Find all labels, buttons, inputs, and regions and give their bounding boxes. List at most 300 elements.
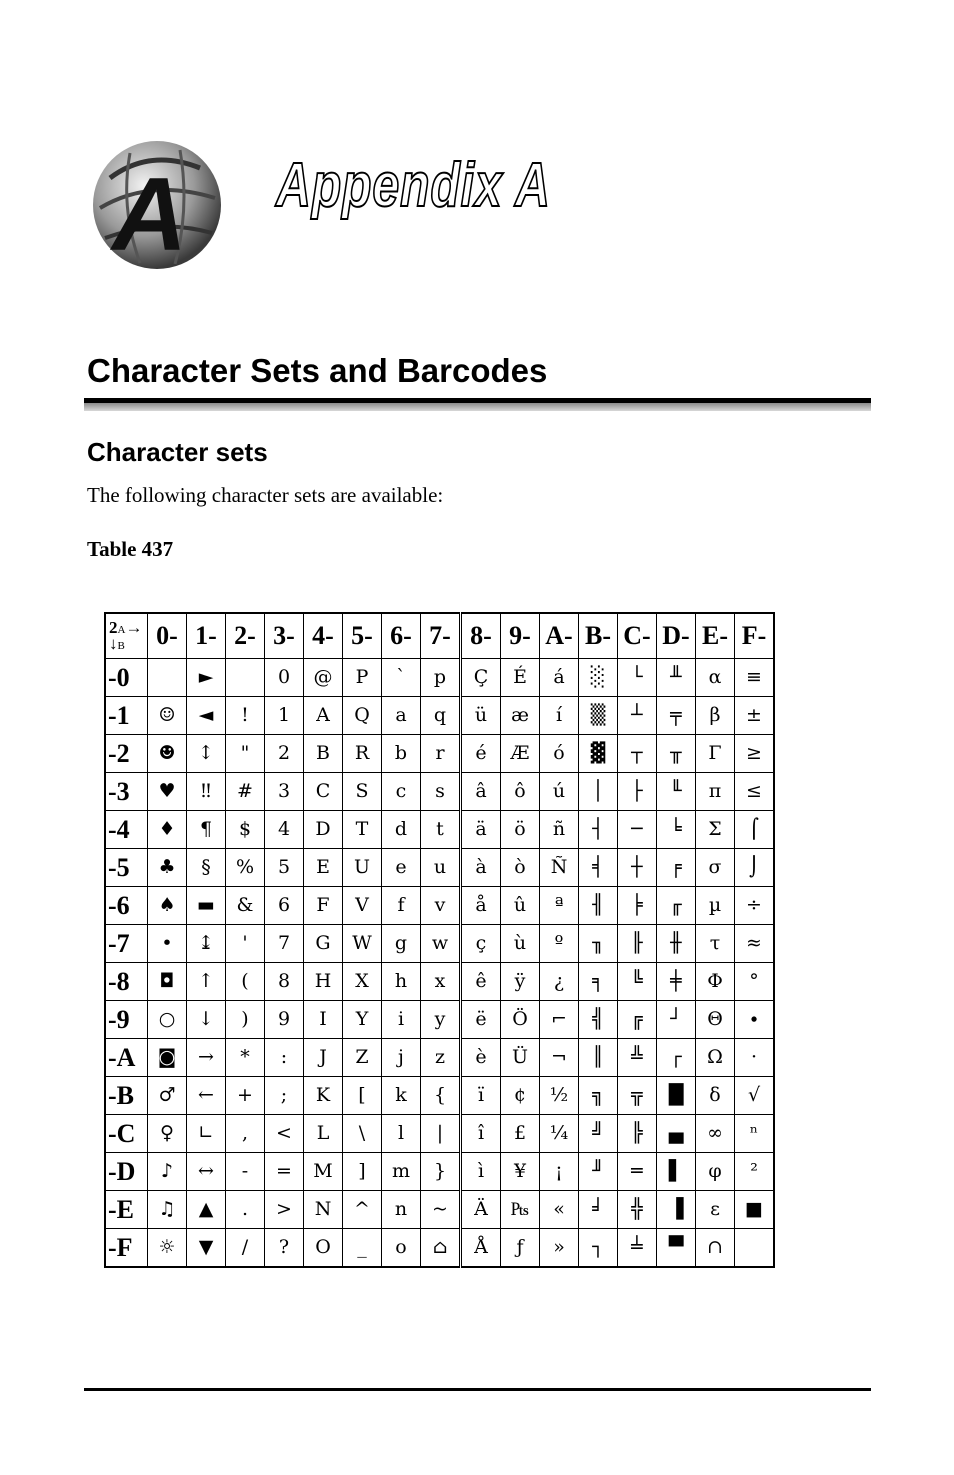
character-cell: M xyxy=(304,1153,343,1191)
appendix-title: Appendix A xyxy=(276,151,551,220)
character-cell: ± xyxy=(735,697,775,735)
row-header: -1 xyxy=(105,697,148,735)
column-header: 8- xyxy=(461,613,501,659)
character-cell: ╞ xyxy=(618,887,657,925)
character-cell: æ xyxy=(501,697,540,735)
character-cell xyxy=(226,659,265,697)
character-cell: a xyxy=(382,697,421,735)
character-cell: ⌐ xyxy=(540,1001,579,1039)
row-header: -9 xyxy=(105,1001,148,1039)
character-cell: ○ xyxy=(148,1001,187,1039)
character-cell: Θ xyxy=(696,1001,735,1039)
character-cell: ▲ xyxy=(187,1191,226,1229)
character-cell: ∟ xyxy=(187,1115,226,1153)
character-cell: ╨ xyxy=(657,659,696,697)
character-cell: ☼ xyxy=(148,1229,187,1268)
character-cell: ⌠ xyxy=(735,811,775,849)
character-cell: ▐ xyxy=(657,1191,696,1229)
character-cell: ╧ xyxy=(618,1229,657,1268)
character-cell: 1 xyxy=(265,697,304,735)
character-cell: │ xyxy=(579,773,618,811)
character-cell: ê xyxy=(461,963,501,1001)
character-cell: ╣ xyxy=(579,1001,618,1039)
table-header-row xyxy=(105,613,774,659)
character-cell: ó xyxy=(540,735,579,773)
character-cell: ^ xyxy=(343,1191,382,1229)
character-cell: ] xyxy=(343,1153,382,1191)
section-title: Character Sets and Barcodes xyxy=(87,352,548,389)
character-cell: ╝ xyxy=(579,1115,618,1153)
character-cell: X xyxy=(343,963,382,1001)
column-header: B- xyxy=(579,613,618,659)
character-cell: ╖ xyxy=(579,925,618,963)
character-cell: ╒ xyxy=(657,849,696,887)
character-cell: - xyxy=(226,1153,265,1191)
character-cell: ╟ xyxy=(618,925,657,963)
character-cell: F xyxy=(304,887,343,925)
character-cell: C xyxy=(304,773,343,811)
character-cell: H xyxy=(304,963,343,1001)
character-cell: ² xyxy=(735,1153,775,1191)
character-cell: ╤ xyxy=(657,697,696,735)
character-cell: ░ xyxy=(579,659,618,697)
character-set-table xyxy=(104,612,775,1268)
character-cell: ╜ xyxy=(579,1153,618,1191)
character-cell: ┼ xyxy=(618,849,657,887)
title-rule-shadow xyxy=(84,403,871,411)
character-cell: ì xyxy=(461,1153,501,1191)
character-cell: V xyxy=(343,887,382,925)
character-cell xyxy=(148,659,187,697)
character-cell: ╘ xyxy=(657,811,696,849)
character-cell: , xyxy=(226,1115,265,1153)
character-cell: N xyxy=(304,1191,343,1229)
character-cell: G xyxy=(304,925,343,963)
character-cell: Å xyxy=(461,1229,501,1268)
row-header: -3 xyxy=(105,773,148,811)
character-cell: ╪ xyxy=(657,963,696,1001)
character-cell: 7 xyxy=(265,925,304,963)
table-row xyxy=(105,1001,774,1039)
character-cell: j xyxy=(382,1039,421,1077)
character-cell: ∩ xyxy=(696,1229,735,1268)
character-cell: └ xyxy=(618,659,657,697)
character-cell: Ä xyxy=(461,1191,501,1229)
character-cell: 3 xyxy=(265,773,304,811)
character-cell: Q xyxy=(343,697,382,735)
character-cell: g xyxy=(382,925,421,963)
character-cell: ╓ xyxy=(657,887,696,925)
character-cell: ; xyxy=(265,1077,304,1115)
character-cell: ↓ xyxy=(187,1001,226,1039)
character-cell: ª xyxy=(540,887,579,925)
character-cell: # xyxy=(226,773,265,811)
character-cell: E xyxy=(304,849,343,887)
table-row xyxy=(105,963,774,1001)
character-cell: ≡ xyxy=(735,659,775,697)
character-cell: p xyxy=(421,659,461,697)
character-cell: ▒ xyxy=(579,697,618,735)
table-row xyxy=(105,735,774,773)
footer-rule xyxy=(84,1388,871,1391)
character-cell: 6 xyxy=(265,887,304,925)
character-cell: → xyxy=(187,1039,226,1077)
character-cell: ' xyxy=(226,925,265,963)
character-cell: ← xyxy=(187,1077,226,1115)
character-cell: ╗ xyxy=(579,1077,618,1115)
character-cell: ‼ xyxy=(187,773,226,811)
character-cell: ñ xyxy=(540,811,579,849)
character-cell: ₧ xyxy=(501,1191,540,1229)
character-cell: h xyxy=(382,963,421,1001)
column-header: 1- xyxy=(187,613,226,659)
character-cell: i xyxy=(382,1001,421,1039)
column-header: 9- xyxy=(501,613,540,659)
character-cell: § xyxy=(187,849,226,887)
character-cell: < xyxy=(265,1115,304,1153)
row-header: -B xyxy=(105,1077,148,1115)
character-cell: ∞ xyxy=(696,1115,735,1153)
character-cell: ↑ xyxy=(187,963,226,1001)
character-cell: α xyxy=(696,659,735,697)
character-cell: Ü xyxy=(501,1039,540,1077)
row-header: -E xyxy=(105,1191,148,1229)
character-cell: R xyxy=(343,735,382,773)
character-cell: D xyxy=(304,811,343,849)
character-cell: _ xyxy=(343,1229,382,1268)
character-cell: f xyxy=(382,887,421,925)
character-cell: ? xyxy=(265,1229,304,1268)
character-cell: ï xyxy=(461,1077,501,1115)
table-row xyxy=(105,697,774,735)
column-header: F- xyxy=(735,613,775,659)
character-cell: ≤ xyxy=(735,773,775,811)
character-cell: t xyxy=(421,811,461,849)
character-cell: ╛ xyxy=(579,1191,618,1229)
character-cell: ¶ xyxy=(187,811,226,849)
character-cell: ┌ xyxy=(657,1039,696,1077)
character-cell: J xyxy=(304,1039,343,1077)
character-cell: ▄ xyxy=(657,1115,696,1153)
character-cell: ¼ xyxy=(540,1115,579,1153)
character-cell: π xyxy=(696,773,735,811)
character-cell: î xyxy=(461,1115,501,1153)
character-cell: d xyxy=(382,811,421,849)
character-cell: ◘ xyxy=(148,963,187,1001)
character-cell: o xyxy=(382,1229,421,1268)
character-cell: B xyxy=(304,735,343,773)
character-cell: ▬ xyxy=(187,887,226,925)
table-row xyxy=(105,659,774,697)
character-cell: ║ xyxy=(579,1039,618,1077)
character-cell: ) xyxy=(226,1001,265,1039)
character-cell: û xyxy=(501,887,540,925)
character-cell: ╩ xyxy=(618,1039,657,1077)
character-cell: x xyxy=(421,963,461,1001)
logo-letter: A xyxy=(112,157,188,272)
character-cell: b xyxy=(382,735,421,773)
column-header: 3- xyxy=(265,613,304,659)
character-cell: ö xyxy=(501,811,540,849)
table-row xyxy=(105,811,774,849)
character-cell: K xyxy=(304,1077,343,1115)
character-cell: ä xyxy=(461,811,501,849)
row-header: -6 xyxy=(105,887,148,925)
character-cell: \ xyxy=(343,1115,382,1153)
character-cell: ♦ xyxy=(148,811,187,849)
character-cell: ¬ xyxy=(540,1039,579,1077)
character-cell: φ xyxy=(696,1153,735,1191)
table-label: Table 437 xyxy=(87,537,174,561)
character-cell: k xyxy=(382,1077,421,1115)
character-cell: ▼ xyxy=(187,1229,226,1268)
character-cell: + xyxy=(226,1077,265,1115)
character-cell: ╠ xyxy=(618,1115,657,1153)
table-row xyxy=(105,1191,774,1229)
character-cell: δ xyxy=(696,1077,735,1115)
subsection-title: Character sets xyxy=(87,437,268,467)
character-cell: Φ xyxy=(696,963,735,1001)
table-corner-cell: 2A→ ↓B xyxy=(105,613,148,659)
column-header: 7- xyxy=(421,613,461,659)
character-cell: ▀ xyxy=(657,1229,696,1268)
character-cell: ┘ xyxy=(657,1001,696,1039)
column-header: C- xyxy=(618,613,657,659)
character-cell: O xyxy=(304,1229,343,1268)
character-cell: q xyxy=(421,697,461,735)
character-cell: U xyxy=(343,849,382,887)
appendix-logo-globe xyxy=(90,138,224,272)
column-header: 0- xyxy=(148,613,187,659)
character-cell: · xyxy=(735,1039,775,1077)
character-cell: ¿ xyxy=(540,963,579,1001)
character-cell: z xyxy=(421,1039,461,1077)
character-cell: » xyxy=(540,1229,579,1268)
character-cell xyxy=(735,1229,775,1268)
character-cell: ▓ xyxy=(579,735,618,773)
character-cell: â xyxy=(461,773,501,811)
character-cell: ⁿ xyxy=(735,1115,775,1153)
character-cell: = xyxy=(265,1153,304,1191)
character-cell: ü xyxy=(461,697,501,735)
character-cell: • xyxy=(148,925,187,963)
table-row xyxy=(105,925,774,963)
character-cell: í xyxy=(540,697,579,735)
character-cell: Ñ xyxy=(540,849,579,887)
character-cell: Z xyxy=(343,1039,382,1077)
character-cell: r xyxy=(421,735,461,773)
table-row xyxy=(105,1153,774,1191)
character-cell: Ç xyxy=(461,659,501,697)
character-cell: β xyxy=(696,697,735,735)
character-cell: ½ xyxy=(540,1077,579,1115)
character-cell: P xyxy=(343,659,382,697)
character-cell: º xyxy=(540,925,579,963)
row-header: -D xyxy=(105,1153,148,1191)
character-cell: $ xyxy=(226,811,265,849)
row-header: -4 xyxy=(105,811,148,849)
character-cell: Σ xyxy=(696,811,735,849)
character-cell: e xyxy=(382,849,421,887)
character-cell: Æ xyxy=(501,735,540,773)
character-cell: è xyxy=(461,1039,501,1077)
character-cell: ⌡ xyxy=(735,849,775,887)
column-header: 2- xyxy=(226,613,265,659)
character-cell: ╡ xyxy=(579,849,618,887)
character-cell: : xyxy=(265,1039,304,1077)
character-cell: ~ xyxy=(421,1191,461,1229)
character-cell: ù xyxy=(501,925,540,963)
character-cell: ë xyxy=(461,1001,501,1039)
row-header: -7 xyxy=(105,925,148,963)
character-cell: ♂ xyxy=(148,1077,187,1115)
character-cell: µ xyxy=(696,887,735,925)
character-cell: ↨ xyxy=(187,925,226,963)
table-row xyxy=(105,773,774,811)
character-cell: ╢ xyxy=(579,887,618,925)
character-cell: ú xyxy=(540,773,579,811)
character-cell: ε xyxy=(696,1191,735,1229)
row-header: -0 xyxy=(105,659,148,697)
character-cell: ╫ xyxy=(657,925,696,963)
character-cell: ∙ xyxy=(735,1001,775,1039)
character-cell: ô xyxy=(501,773,540,811)
character-cell: ┐ xyxy=(579,1229,618,1268)
row-header: -5 xyxy=(105,849,148,887)
character-cell: T xyxy=(343,811,382,849)
character-cell: ╔ xyxy=(618,1001,657,1039)
character-cell: ☻ xyxy=(148,735,187,773)
character-cell: m xyxy=(382,1153,421,1191)
character-cell: & xyxy=(226,887,265,925)
character-cell: ◄ xyxy=(187,697,226,735)
character-cell: Ö xyxy=(501,1001,540,1039)
character-cell: ├ xyxy=(618,773,657,811)
table-row xyxy=(105,1229,774,1268)
character-cell: [ xyxy=(343,1077,382,1115)
character-cell: A xyxy=(304,697,343,735)
character-cell: ¡ xyxy=(540,1153,579,1191)
character-cell: å xyxy=(461,887,501,925)
character-cell: ÿ xyxy=(501,963,540,1001)
character-cell: / xyxy=(226,1229,265,1268)
character-cell: } xyxy=(421,1153,461,1191)
character-cell: √ xyxy=(735,1077,775,1115)
character-cell: ╬ xyxy=(618,1191,657,1229)
character-cell: ƒ xyxy=(501,1229,540,1268)
character-cell: ( xyxy=(226,963,265,1001)
character-cell: u xyxy=(421,849,461,887)
character-cell: v xyxy=(421,887,461,925)
character-cell: > xyxy=(265,1191,304,1229)
character-cell: ► xyxy=(187,659,226,697)
row-header: -8 xyxy=(105,963,148,1001)
character-cell: σ xyxy=(696,849,735,887)
character-cell: ┬ xyxy=(618,735,657,773)
character-cell: ╙ xyxy=(657,773,696,811)
character-cell: ↕ xyxy=(187,735,226,773)
character-cell: É xyxy=(501,659,540,697)
character-cell: ▌ xyxy=(657,1153,696,1191)
character-cell: ≥ xyxy=(735,735,775,773)
character-cell: . xyxy=(226,1191,265,1229)
character-cell: ═ xyxy=(618,1153,657,1191)
character-cell: W xyxy=(343,925,382,963)
table-row xyxy=(105,849,774,887)
character-cell: Y xyxy=(343,1001,382,1039)
character-cell: I xyxy=(304,1001,343,1039)
character-cell: ` xyxy=(382,659,421,697)
character-cell: 4 xyxy=(265,811,304,849)
column-header: A- xyxy=(540,613,579,659)
character-cell: τ xyxy=(696,925,735,963)
character-cell: ¥ xyxy=(501,1153,540,1191)
character-cell: * xyxy=(226,1039,265,1077)
character-cell: { xyxy=(421,1077,461,1115)
character-cell: ⌂ xyxy=(421,1229,461,1268)
character-cell: ╥ xyxy=(657,735,696,773)
character-cell: á xyxy=(540,659,579,697)
corner-b: B xyxy=(117,640,125,652)
character-cell: % xyxy=(226,849,265,887)
character-cell: ò xyxy=(501,849,540,887)
character-cell: ♣ xyxy=(148,849,187,887)
character-cell: l xyxy=(382,1115,421,1153)
character-cell: ♫ xyxy=(148,1191,187,1229)
table-row xyxy=(105,1077,774,1115)
character-cell: | xyxy=(421,1115,461,1153)
character-cell: ┤ xyxy=(579,811,618,849)
row-header: -F xyxy=(105,1229,148,1268)
row-header: -A xyxy=(105,1039,148,1077)
character-cell: ° xyxy=(735,963,775,1001)
character-cell: ¢ xyxy=(501,1077,540,1115)
character-cell: @ xyxy=(304,659,343,697)
character-cell: 9 xyxy=(265,1001,304,1039)
character-cell: n xyxy=(382,1191,421,1229)
character-cell: S xyxy=(343,773,382,811)
column-header: 4- xyxy=(304,613,343,659)
character-cell: Γ xyxy=(696,735,735,773)
character-cell: 2 xyxy=(265,735,304,773)
character-cell: ! xyxy=(226,697,265,735)
character-cell: £ xyxy=(501,1115,540,1153)
row-header: -C xyxy=(105,1115,148,1153)
character-cell: 8 xyxy=(265,963,304,1001)
character-cell: ÷ xyxy=(735,887,775,925)
character-cell: é xyxy=(461,735,501,773)
character-cell: ≈ xyxy=(735,925,775,963)
intro-text: The following character sets are available: xyxy=(87,483,444,507)
character-cell: L xyxy=(304,1115,343,1153)
character-cell: ♥ xyxy=(148,773,187,811)
character-cell: ♀ xyxy=(148,1115,187,1153)
character-cell: « xyxy=(540,1191,579,1229)
character-cell: ┴ xyxy=(618,697,657,735)
character-cell: ─ xyxy=(618,811,657,849)
character-cell: Ω xyxy=(696,1039,735,1077)
character-cell: ☺ xyxy=(148,697,187,735)
corner-top: 2 xyxy=(109,618,118,638)
character-cell: █ xyxy=(657,1077,696,1115)
character-cell: ♠ xyxy=(148,887,187,925)
column-header: D- xyxy=(657,613,696,659)
character-cell: y xyxy=(421,1001,461,1039)
corner-a: A xyxy=(117,624,126,637)
column-header: E- xyxy=(696,613,735,659)
table-row xyxy=(105,1039,774,1077)
table-row xyxy=(105,1115,774,1153)
